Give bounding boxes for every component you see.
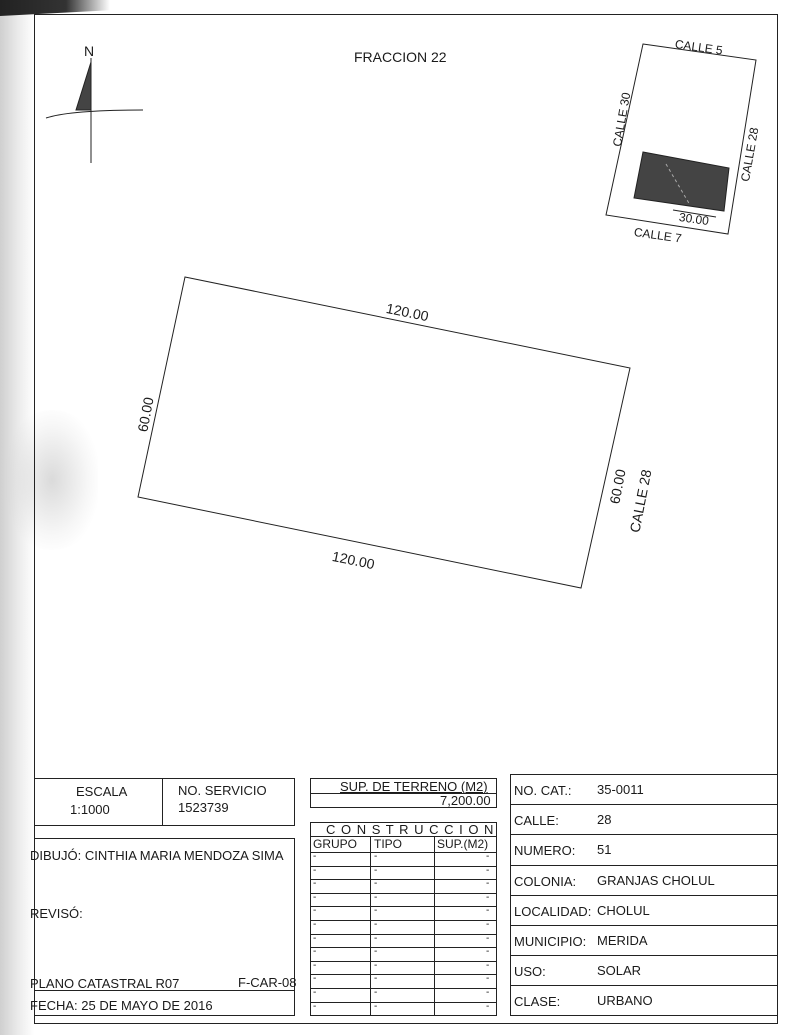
datos-row-line xyxy=(510,865,778,866)
servicio-value: 1523739 xyxy=(178,800,229,815)
map-street-bottom: CALLE 7 xyxy=(633,225,683,246)
datos-label: NUMERO: xyxy=(514,843,576,859)
table-cell: - xyxy=(374,905,378,917)
datos-label: NO. CAT.: xyxy=(514,783,572,798)
map-street-top: CALLE 5 xyxy=(674,37,724,58)
datos-label: MUNICIPIO: xyxy=(514,934,587,949)
lot-polygon xyxy=(138,277,630,588)
table-cell: - xyxy=(374,1000,378,1012)
table-cell: - xyxy=(313,891,317,903)
table-cell: - xyxy=(313,919,317,930)
table-row-line xyxy=(310,920,497,921)
table-cell: - xyxy=(486,891,490,903)
table-cell: - xyxy=(313,959,317,971)
table-row-line xyxy=(310,988,497,989)
col-divider-2 xyxy=(434,836,435,1016)
table-cell: - xyxy=(313,987,317,998)
col-header-sup: SUP.(M2) xyxy=(437,837,489,851)
lot-dim-left: 60.00 xyxy=(134,395,157,434)
table-cell: - xyxy=(486,946,490,958)
table-cell: - xyxy=(313,851,317,862)
datos-value: SOLAR xyxy=(597,963,642,979)
datos-value: 28 xyxy=(597,812,612,828)
map-frontage: 30.00 xyxy=(678,210,710,229)
escala-label: ESCALA xyxy=(76,784,128,799)
datos-value: MERIDA xyxy=(597,933,648,948)
table-row-line xyxy=(310,1002,497,1003)
datos-row-line xyxy=(510,834,778,835)
table-row-line xyxy=(310,961,497,962)
table-cell: - xyxy=(374,946,378,958)
lot-dim-right: 60.00 xyxy=(606,467,629,506)
table-cell: - xyxy=(374,891,378,903)
servicio-label: NO. SERVICIO xyxy=(178,783,267,798)
col-header-tipo: TIPO xyxy=(374,837,403,851)
north-label: N xyxy=(84,43,95,59)
table-cell: - xyxy=(374,932,378,944)
map-street-right: CALLE 28 xyxy=(738,126,762,183)
table-cell: - xyxy=(313,1000,317,1012)
reviso-text: REVISÓ: xyxy=(30,906,83,921)
table-cell: - xyxy=(486,919,490,930)
escala-divider xyxy=(162,778,163,826)
table-row-line xyxy=(310,852,497,853)
datos-value: URBANO xyxy=(597,993,653,1009)
table-cell: - xyxy=(374,878,378,890)
codigo-text: F-CAR-08 xyxy=(238,975,297,990)
fecha-text: FECHA: 25 DE MAYO DE 2016 xyxy=(30,998,213,1013)
lot-street-right: CALLE 28 xyxy=(626,468,655,534)
table-cell: - xyxy=(486,973,490,985)
datos-value: 35-0011 xyxy=(597,782,644,797)
table-cell: - xyxy=(374,973,378,985)
table-row-line xyxy=(310,866,497,867)
table-row-line xyxy=(310,974,497,975)
table-cell: - xyxy=(486,905,490,917)
table-cell: - xyxy=(313,864,317,876)
datos-value: 51 xyxy=(597,842,612,858)
plano-text: PLANO CATASTRAL R07 xyxy=(30,976,180,991)
map-street-left: CALLE 30 xyxy=(610,91,634,148)
table-cell: - xyxy=(313,932,317,944)
table-cell: - xyxy=(486,932,490,944)
construccion-title: C O N S T R U C C I O N xyxy=(326,822,495,837)
datos-label: USO: xyxy=(514,964,546,980)
datos-value: CHOLUL xyxy=(597,902,650,918)
plan-title: FRACCION 22 xyxy=(354,49,447,65)
col-divider-1 xyxy=(370,836,371,1016)
table-cell: - xyxy=(486,878,490,890)
datos-label: CLASE: xyxy=(514,994,561,1010)
col-header-grupo: GRUPO xyxy=(313,837,358,851)
table-cell: - xyxy=(374,919,378,930)
table-row-line xyxy=(310,893,497,894)
north-arrow-icon xyxy=(46,58,143,163)
table-row-line xyxy=(310,947,497,948)
table-cell: - xyxy=(374,987,378,998)
datos-row-line xyxy=(510,955,778,956)
table-cell: - xyxy=(374,959,378,971)
table-cell: - xyxy=(313,973,317,985)
table-row-line xyxy=(310,906,497,907)
dibujo-text: DIBUJÓ: CINTHIA MARIA MENDOZA SIMA xyxy=(30,848,284,863)
superficie-label: SUP. DE TERRENO (M2) xyxy=(340,779,488,794)
table-cell: - xyxy=(313,946,317,958)
table-cell: - xyxy=(486,864,490,876)
table-cell: - xyxy=(374,864,378,876)
datos-label: COLONIA: xyxy=(514,873,577,889)
escala-value: 1:1000 xyxy=(70,802,110,817)
datos-row-line xyxy=(510,985,778,986)
table-cell: - xyxy=(313,878,317,890)
lot-dim-bottom: 120.00 xyxy=(330,548,376,573)
table-row-line xyxy=(310,879,497,880)
table-cell: - xyxy=(486,851,490,862)
datos-row-line xyxy=(510,925,778,926)
table-cell: - xyxy=(486,1000,490,1012)
datos-label: CALLE: xyxy=(514,813,559,829)
location-map xyxy=(606,44,756,234)
table-cell: - xyxy=(374,851,378,862)
superficie-value: 7,200.00 xyxy=(440,793,491,808)
lot-dim-top: 120.00 xyxy=(384,300,430,325)
table-cell: - xyxy=(486,959,490,971)
datos-row-line xyxy=(510,804,778,805)
table-cell: - xyxy=(486,987,490,998)
table-row-line xyxy=(310,934,497,935)
datos-value: GRANJAS CHOLUL xyxy=(597,872,715,888)
table-cell: - xyxy=(313,905,317,917)
datos-row-line xyxy=(510,895,778,896)
datos-label: LOCALIDAD: xyxy=(514,903,592,919)
